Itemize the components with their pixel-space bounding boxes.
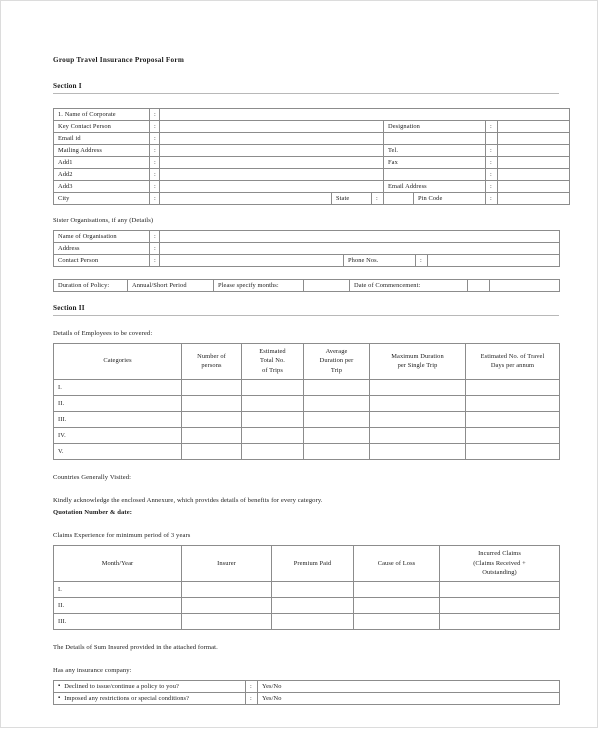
question-text: Imposed any restrictions or special conditions? xyxy=(64,694,190,702)
table-row xyxy=(54,582,560,598)
table-header-row xyxy=(54,546,560,582)
pincode-value-field[interactable] xyxy=(498,193,570,205)
header-text: Average Duration per Trip xyxy=(319,347,354,374)
answer-field[interactable]: Yes/No xyxy=(258,680,560,692)
data-cell[interactable] xyxy=(272,614,354,630)
table-row xyxy=(54,279,560,291)
row-colon: : xyxy=(150,169,160,181)
row-label: II. xyxy=(54,395,182,411)
data-cell[interactable] xyxy=(304,443,370,459)
table-header-row xyxy=(54,343,560,379)
data-cell[interactable] xyxy=(304,379,370,395)
data-cell[interactable] xyxy=(242,427,304,443)
value-field[interactable] xyxy=(160,169,384,181)
data-cell[interactable] xyxy=(242,379,304,395)
row-label: Email id xyxy=(54,133,150,145)
right-label xyxy=(384,133,486,145)
row-label: III. xyxy=(54,411,182,427)
table-row xyxy=(54,242,560,254)
row-colon: : xyxy=(150,145,160,157)
value-field[interactable] xyxy=(160,230,560,242)
row-label: Add2 xyxy=(54,169,150,181)
value-field[interactable] xyxy=(160,109,570,121)
months-label: Please specify months: xyxy=(214,279,304,291)
column-header-insurer xyxy=(182,546,272,582)
table-row xyxy=(54,614,560,630)
sister-organisations-caption: Sister Organisations, if any (Details) xyxy=(53,217,154,224)
column-header-categories xyxy=(54,343,182,379)
duration-of-policy-table xyxy=(53,279,560,292)
row-label: Contact Person xyxy=(54,254,150,266)
header-text: Estimated Total No. of Trips xyxy=(259,347,286,374)
countries-visited-caption: Countries Generally Visited: xyxy=(53,473,132,481)
column-header-incurred-claims xyxy=(440,546,560,582)
claims-experience-caption: Claims Experience for minimum period of 3 years xyxy=(53,532,191,540)
row-label: Name of Organisation xyxy=(54,230,150,242)
table-row xyxy=(54,121,570,133)
value-field[interactable] xyxy=(160,133,384,145)
row-label: IV. xyxy=(54,427,182,443)
column-header-estimated-total-trips xyxy=(242,343,304,379)
right-value-field[interactable] xyxy=(498,157,570,169)
row-colon: : xyxy=(150,121,160,133)
data-cell[interactable] xyxy=(370,411,466,427)
header-text: Categories xyxy=(103,357,132,365)
state-colon: : xyxy=(372,193,384,205)
data-cell[interactable] xyxy=(182,614,272,630)
header-text: Premium Paid xyxy=(293,559,332,567)
data-cell[interactable] xyxy=(182,582,272,598)
claims-table-head xyxy=(54,546,560,582)
employees-table-body xyxy=(54,379,560,459)
row-label: City xyxy=(54,193,150,205)
table-row xyxy=(54,109,570,121)
data-cell[interactable] xyxy=(466,443,560,459)
right-colon: : xyxy=(486,157,498,169)
data-cell[interactable] xyxy=(370,379,466,395)
right-value-field[interactable] xyxy=(498,181,570,193)
data-cell[interactable] xyxy=(182,411,242,427)
table-row xyxy=(54,145,570,157)
row-colon: : xyxy=(150,242,160,254)
row-label: Key Contact Person xyxy=(54,121,150,133)
header-text: Cause of Loss xyxy=(377,559,416,567)
column-header-estimated-travel-days xyxy=(466,343,560,379)
data-cell[interactable] xyxy=(304,395,370,411)
question-label xyxy=(54,692,246,704)
data-cell[interactable] xyxy=(370,427,466,443)
table-row xyxy=(54,395,560,411)
right-value-field[interactable] xyxy=(498,121,570,133)
data-cell[interactable] xyxy=(354,598,440,614)
row-colon: : xyxy=(150,181,160,193)
table-row xyxy=(54,169,570,181)
data-cell[interactable] xyxy=(466,427,560,443)
data-cell[interactable] xyxy=(466,395,560,411)
duration-label: Duration of Policy: xyxy=(54,279,128,291)
data-cell[interactable] xyxy=(354,582,440,598)
data-cell[interactable] xyxy=(370,443,466,459)
row-colon: : xyxy=(150,254,160,266)
row-colon: : xyxy=(150,157,160,169)
row-label: III. xyxy=(54,614,182,630)
duration-value[interactable]: Annual/Short Period xyxy=(128,279,214,291)
city-value-field[interactable] xyxy=(160,193,332,205)
table-row xyxy=(54,254,560,266)
right-label: Phone Nos. xyxy=(344,254,416,266)
answer-field[interactable]: Yes/No xyxy=(258,692,560,704)
employees-caption: Details of Employees to be covered: xyxy=(53,329,153,337)
data-cell[interactable] xyxy=(182,598,272,614)
data-cell[interactable] xyxy=(304,411,370,427)
section-2-heading: Section II xyxy=(53,304,559,316)
annexure-note: Kindly acknowledge the enclosed Annexure, which provides details of benefits for every category. xyxy=(53,496,323,504)
right-value-field[interactable] xyxy=(498,169,570,181)
header-text: Insurer xyxy=(217,559,236,567)
row-label: I. xyxy=(54,379,182,395)
data-cell[interactable] xyxy=(466,411,560,427)
table-row xyxy=(54,157,570,169)
section-1-heading: Section I xyxy=(53,82,559,94)
value-field[interactable] xyxy=(160,145,384,157)
question-label xyxy=(54,680,246,692)
table-row-city xyxy=(54,193,570,205)
state-value-field[interactable] xyxy=(384,193,414,205)
table-row xyxy=(54,443,560,459)
employees-table xyxy=(53,343,560,460)
row-label: Mailing Address xyxy=(54,145,150,157)
right-colon: : xyxy=(486,121,498,133)
insurance-company-caption: Has any insurance company: xyxy=(53,666,132,674)
corporate-details-table xyxy=(53,108,570,205)
data-cell[interactable] xyxy=(242,411,304,427)
table-row xyxy=(54,427,560,443)
table-row xyxy=(54,411,560,427)
row-label: Add1 xyxy=(54,157,150,169)
months-value-field[interactable] xyxy=(304,279,350,291)
document-body xyxy=(53,1,559,705)
table-row xyxy=(54,133,570,145)
sum-insured-note: The Details of Sum Insured provided in the attached format. xyxy=(53,644,218,651)
table-row xyxy=(54,181,570,193)
value-field[interactable] xyxy=(160,242,560,254)
claims-experience-table xyxy=(53,545,560,630)
row-label: V. xyxy=(54,443,182,459)
claims-table-body xyxy=(54,582,560,630)
table-row xyxy=(54,379,560,395)
header-text: Month/Year xyxy=(101,559,134,567)
right-colon: : xyxy=(416,254,428,266)
right-colon xyxy=(486,133,498,145)
data-cell[interactable] xyxy=(466,379,560,395)
data-cell[interactable] xyxy=(182,443,242,459)
data-cell[interactable] xyxy=(440,598,560,614)
header-text: Maximum Duration per Single Trip xyxy=(391,352,444,370)
column-header-premium-paid xyxy=(272,546,354,582)
row-label: I. xyxy=(54,582,182,598)
right-colon: : xyxy=(486,193,498,205)
value-field[interactable] xyxy=(160,181,384,193)
row-label: 1. Name of Corporate xyxy=(54,109,150,121)
header-text: Incurred Claims (Claims Received + Outstanding) xyxy=(473,550,526,577)
data-cell[interactable] xyxy=(182,395,242,411)
state-label: State xyxy=(332,193,372,205)
data-cell[interactable] xyxy=(370,395,466,411)
table-row xyxy=(54,680,560,692)
sister-organisations-table xyxy=(53,230,560,267)
header-text: Number of persons xyxy=(197,352,226,370)
value-field[interactable] xyxy=(160,121,384,133)
data-cell[interactable] xyxy=(440,614,560,630)
right-label xyxy=(384,169,486,181)
column-header-number-of-persons xyxy=(182,343,242,379)
corporate-rows xyxy=(54,109,570,205)
row-label: II. xyxy=(54,598,182,614)
right-colon: : xyxy=(486,169,498,181)
sister-rows xyxy=(54,230,560,266)
column-header-cause-of-loss xyxy=(354,546,440,582)
header-text: Estimated No. of Travel Days per annum xyxy=(480,352,545,370)
table-row xyxy=(54,692,560,704)
column-header-month-year xyxy=(54,546,182,582)
right-value-field[interactable] xyxy=(498,133,570,145)
employees-table-head xyxy=(54,343,560,379)
commencement-value-field[interactable] xyxy=(468,279,490,291)
right-label: Fax xyxy=(384,157,486,169)
data-cell[interactable] xyxy=(272,598,354,614)
row-colon: : xyxy=(150,230,160,242)
question-colon: : xyxy=(246,692,258,704)
right-colon: : xyxy=(486,181,498,193)
commencement-extra-field[interactable] xyxy=(490,279,560,291)
right-label: Pin Code xyxy=(414,193,486,205)
data-cell[interactable] xyxy=(304,427,370,443)
commencement-label: Date of Commencement: xyxy=(350,279,468,291)
right-value-field[interactable] xyxy=(498,145,570,157)
question-colon: : xyxy=(246,680,258,692)
value-field[interactable] xyxy=(160,157,384,169)
data-cell[interactable] xyxy=(242,443,304,459)
row-colon: : xyxy=(150,193,160,205)
data-cell[interactable] xyxy=(182,427,242,443)
right-label: Email Address xyxy=(384,181,486,193)
column-header-average-duration xyxy=(304,343,370,379)
question-text: Declined to issue/continue a policy to you? xyxy=(64,682,179,690)
data-cell[interactable] xyxy=(272,582,354,598)
data-cell[interactable] xyxy=(440,582,560,598)
data-cell[interactable] xyxy=(354,614,440,630)
right-label: Designation xyxy=(384,121,486,133)
row-colon: : xyxy=(150,109,160,121)
document-title: Group Travel Insurance Proposal Form xyxy=(53,56,185,64)
data-cell[interactable] xyxy=(242,395,304,411)
insurance-questions-table xyxy=(53,680,560,705)
right-label: Tel. xyxy=(384,145,486,157)
table-row xyxy=(54,598,560,614)
row-label: Add3 xyxy=(54,181,150,193)
column-header-max-duration xyxy=(370,343,466,379)
right-value-field[interactable] xyxy=(428,254,560,266)
data-cell[interactable] xyxy=(182,379,242,395)
table-row xyxy=(54,230,560,242)
row-label: Address xyxy=(54,242,150,254)
quotation-number-label: Quotation Number & date: xyxy=(53,509,133,517)
right-colon: : xyxy=(486,145,498,157)
value-field[interactable] xyxy=(160,254,344,266)
row-colon: : xyxy=(150,133,160,145)
